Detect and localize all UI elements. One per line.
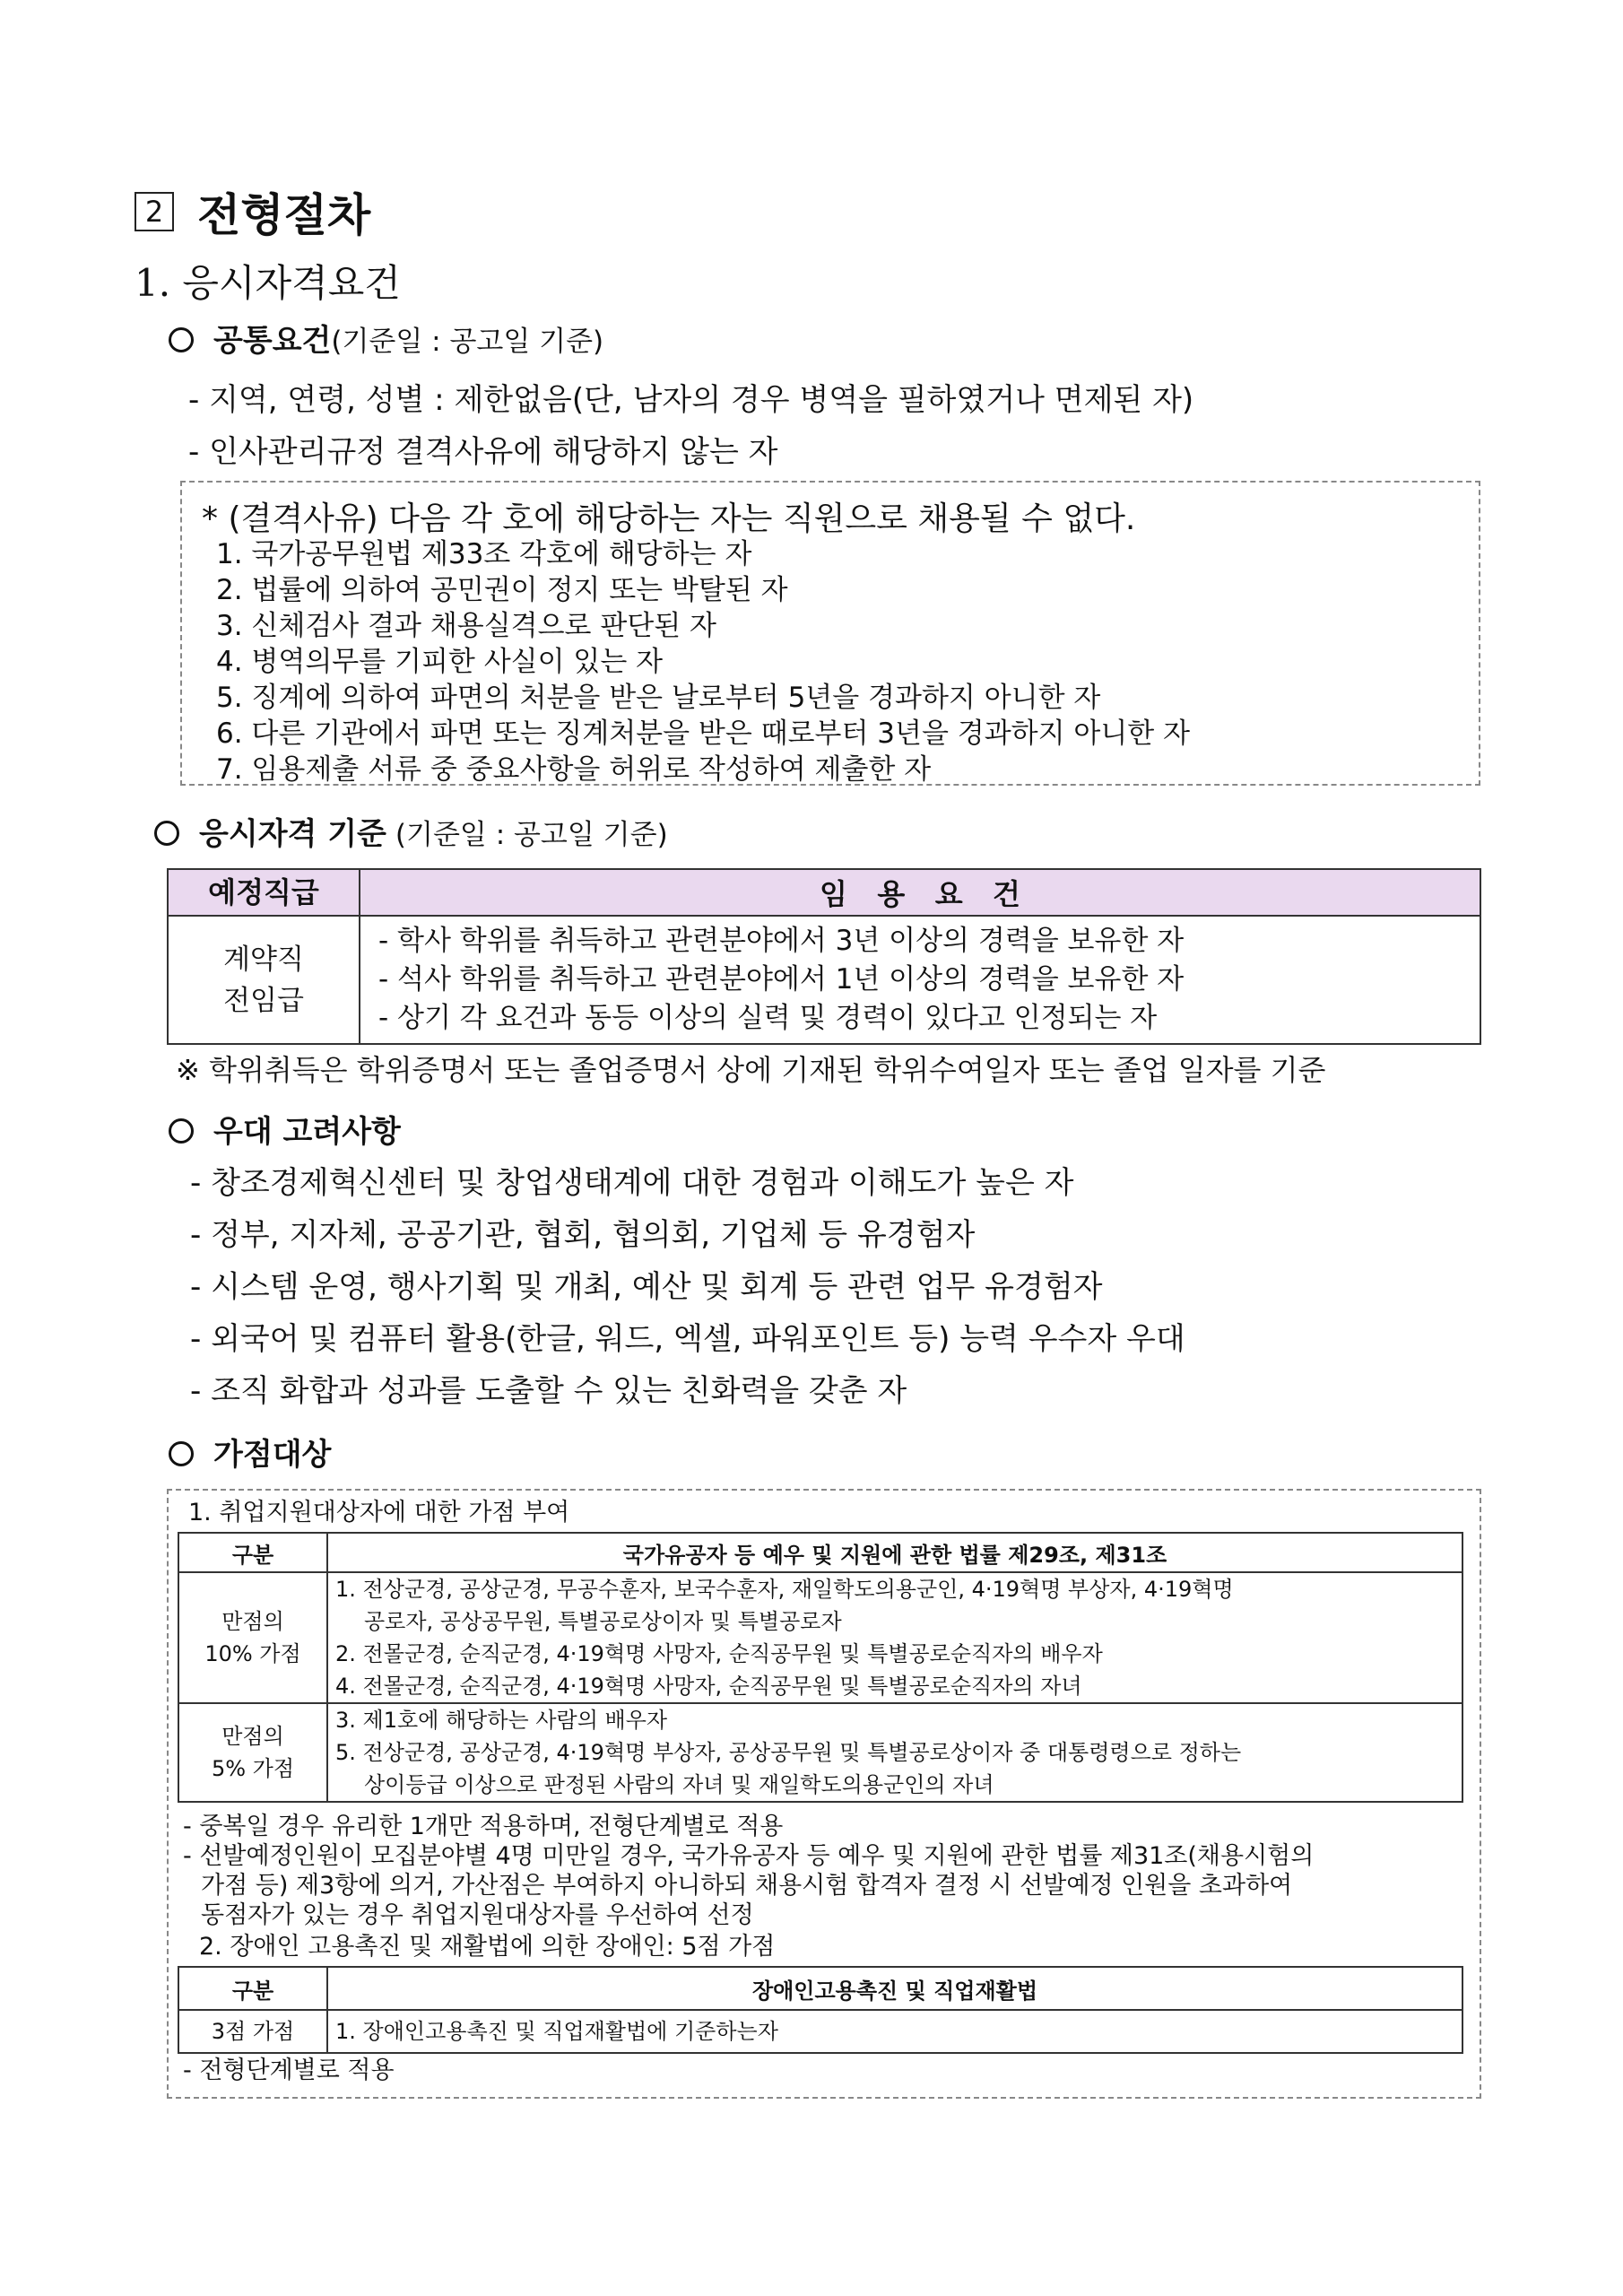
label-line: 만점의 — [221, 1724, 284, 1749]
bonus-sub1: 1. 취업지원대상자에 대한 가점 부여 — [188, 1499, 570, 1526]
veterans-header-law: 국가유공자 등 예우 및 지원에 관한 법률 제29조, 제31조 — [327, 1533, 1462, 1572]
common-req-heading — [169, 316, 603, 360]
disability-row-content: 1. 장애인고용촉진 및 직업재활법에 기준하는자 — [327, 2010, 1462, 2053]
requirement-line: - 학사 학위를 취득하고 관련분야에서 3년 이상의 경력을 보유한 자 — [378, 925, 1185, 957]
veterans-row2-label — [178, 1703, 327, 1802]
table-header-grade: 예정직급 — [168, 869, 360, 916]
veterans-header-label: 구분 — [178, 1533, 327, 1572]
common-req-paren: (기준일 : 공고일 기준) — [331, 326, 604, 358]
criteria-heading — [154, 809, 668, 853]
criteria-title: 응시자격 기준 — [199, 816, 386, 852]
heading-eligibility: 1. 응시자격요건 — [135, 261, 401, 305]
disqualification-item: 1. 국가공무원법 제33조 각호에 해당하는 자 — [216, 538, 752, 570]
veterans-row2-content — [327, 1703, 1462, 1802]
content-line: 공로자, 공상공무원, 특별공로상이자 및 특별공로자 — [364, 1609, 842, 1634]
bonus-note: 동점자가 있는 경우 취업지원대상자를 우선하여 선정 — [201, 1901, 754, 1929]
common-req-title: 공통요건 — [213, 323, 332, 359]
preference-item: - 조직 화합과 성과를 도출할 수 있는 친화력을 갖춘 자 — [190, 1373, 907, 1409]
disability-row-label: 3점 가점 — [178, 2010, 327, 2053]
degree-note: ※ 학위취득은 학위증명서 또는 졸업증명서 상에 기재된 학위수여일자 또는 졸업 일자를 기준 — [176, 1053, 1326, 1087]
content-line: 4. 전몰군경, 순직군경, 4·19혁명 사망자, 순직공무원 및 특별공로순직자의 자녀 — [335, 1674, 1082, 1699]
disqualification-list — [216, 536, 1190, 787]
content-line: 1. 전상군경, 공상군경, 무공수훈자, 보국수훈자, 재일학도의용군인, 4·19혁명 부상자, 4·19혁명 — [335, 1577, 1234, 1602]
disability-header-label: 구분 — [178, 1967, 327, 2010]
veterans-row1-label — [178, 1572, 327, 1703]
disqualification-item: 4. 병역의무를 기피한 사실이 있는 자 — [216, 646, 664, 678]
bonus-notes — [183, 1812, 1314, 1930]
disqualification-box — [180, 481, 1480, 786]
content-line: 2. 전몰군경, 순직군경, 4·19혁명 사망자, 순직공무원 및 특별공로순직자의 배우자 — [335, 1641, 1103, 1666]
bonus-note: 가점 등) 제3항에 의거, 가산점은 부여하지 아니하되 채용시험 합격자 결정 시 선발예정 인원을 초과하여 — [201, 1872, 1293, 1900]
veterans-table — [178, 1532, 1463, 1803]
section-title-text: 전형절차 — [197, 189, 371, 241]
grade-line: 전임급 — [223, 984, 304, 1017]
content-line: 3. 제1호에 해당하는 사람의 배우자 — [335, 1708, 668, 1733]
bonus-note: - 선발예정인원이 모집분야별 4명 미만일 경우, 국가유공자 등 예우 및 지원에 관한 법률 제31조(채용시험의 — [183, 1842, 1315, 1870]
section-number-box: 2 — [135, 192, 174, 231]
grade-cell — [168, 916, 360, 1044]
content-line: 상이등급 이상으로 판정된 사람의 자녀 및 재일학도의용군인의 자녀 — [364, 1772, 994, 1797]
common-req-item: - 지역, 연령, 성별 : 제한없음(단, 남자의 경우 병역을 필하였거나 면제된 자) — [188, 382, 1194, 418]
disqualification-item: 2. 법률에 의하여 공민권이 정지 또는 박탈된 자 — [216, 574, 788, 606]
circle-bullet-icon — [169, 1441, 194, 1466]
criteria-paren: (기준일 : 공고일 기준) — [395, 819, 668, 851]
bonus-heading — [169, 1430, 331, 1474]
preference-item: - 시스템 운영, 행사기획 및 개최, 예산 및 회계 등 관련 업무 유경험자 — [190, 1269, 1103, 1305]
preference-title: 우대 고려사항 — [213, 1114, 401, 1150]
disqualification-item: 5. 징계에 의하여 파면의 처분을 받은 날로부터 5년을 경과하지 아니한 자 — [216, 682, 1101, 714]
circle-bullet-icon — [154, 821, 179, 846]
requirement-line: - 상기 각 요건과 동등 이상의 실력 및 경력이 있다고 인정되는 자 — [378, 1002, 1158, 1034]
content-line: 5. 전상군경, 공상군경, 4·19혁명 부상자, 공상공무원 및 특별공로상이자 중 대통령령으로 정하는 — [335, 1740, 1242, 1765]
grade-line: 계약직 — [223, 943, 304, 976]
preference-item: - 창조경제혁신센터 및 창업생태계에 대한 경험과 이해도가 높은 자 — [190, 1165, 1074, 1201]
disqualification-item: 3. 신체검사 결과 채용실격으로 판단된 자 — [216, 610, 716, 642]
circle-bullet-icon — [169, 1118, 194, 1144]
bonus-title: 가점대상 — [213, 1437, 332, 1473]
disqualification-lead: * (결격사유) 다음 각 호에 해당하는 자는 직원으로 채용될 수 없다. — [202, 500, 1136, 537]
bonus-note: - 중복일 경우 유리한 1개만 적용하며, 전형단계별로 적용 — [183, 1813, 784, 1840]
disability-header-law: 장애인고용촉진 및 직업재활법 — [327, 1967, 1462, 2010]
requirement-line: - 석사 학위를 취득하고 관련분야에서 1년 이상의 경력을 보유한 자 — [378, 963, 1185, 996]
common-req-item: - 인사관리규정 결격사유에 해당하지 않는 자 — [188, 434, 778, 470]
criteria-table — [167, 868, 1481, 1045]
label-line: 5% 가점 — [211, 1756, 295, 1781]
veterans-row1-content — [327, 1572, 1462, 1703]
bonus-sub2: 2. 장애인 고용촉진 및 재활법에 의한 장애인: 5점 가점 — [199, 1933, 776, 1961]
bonus-final-note: - 전형단계별로 적용 — [183, 2057, 395, 2084]
table-header-reqs: 임 용 요 건 — [360, 869, 1480, 916]
preference-heading — [169, 1107, 401, 1151]
disqualification-item: 7. 임용제출 서류 중 중요사항을 허위로 작성하여 제출한 자 — [216, 753, 932, 786]
section-title — [135, 179, 370, 244]
preference-item: - 외국어 및 컴퓨터 활용(한글, 워드, 엑셀, 파워포인트 등) 능력 우수자 우대 — [190, 1321, 1185, 1357]
label-line: 만점의 — [221, 1609, 284, 1634]
label-line: 10% 가점 — [204, 1641, 301, 1666]
bonus-box — [167, 1489, 1481, 2099]
disability-table — [178, 1966, 1463, 2054]
preference-list — [190, 1157, 1185, 1417]
circle-bullet-icon — [169, 327, 194, 352]
disqualification-item: 6. 다른 기관에서 파면 또는 징계처분을 받은 때로부터 3년을 경과하지 아니한 자 — [216, 718, 1191, 750]
requirements-cell — [360, 916, 1480, 1044]
preference-item: - 정부, 지자체, 공공기관, 협회, 협의회, 기업체 등 유경험자 — [190, 1217, 976, 1253]
